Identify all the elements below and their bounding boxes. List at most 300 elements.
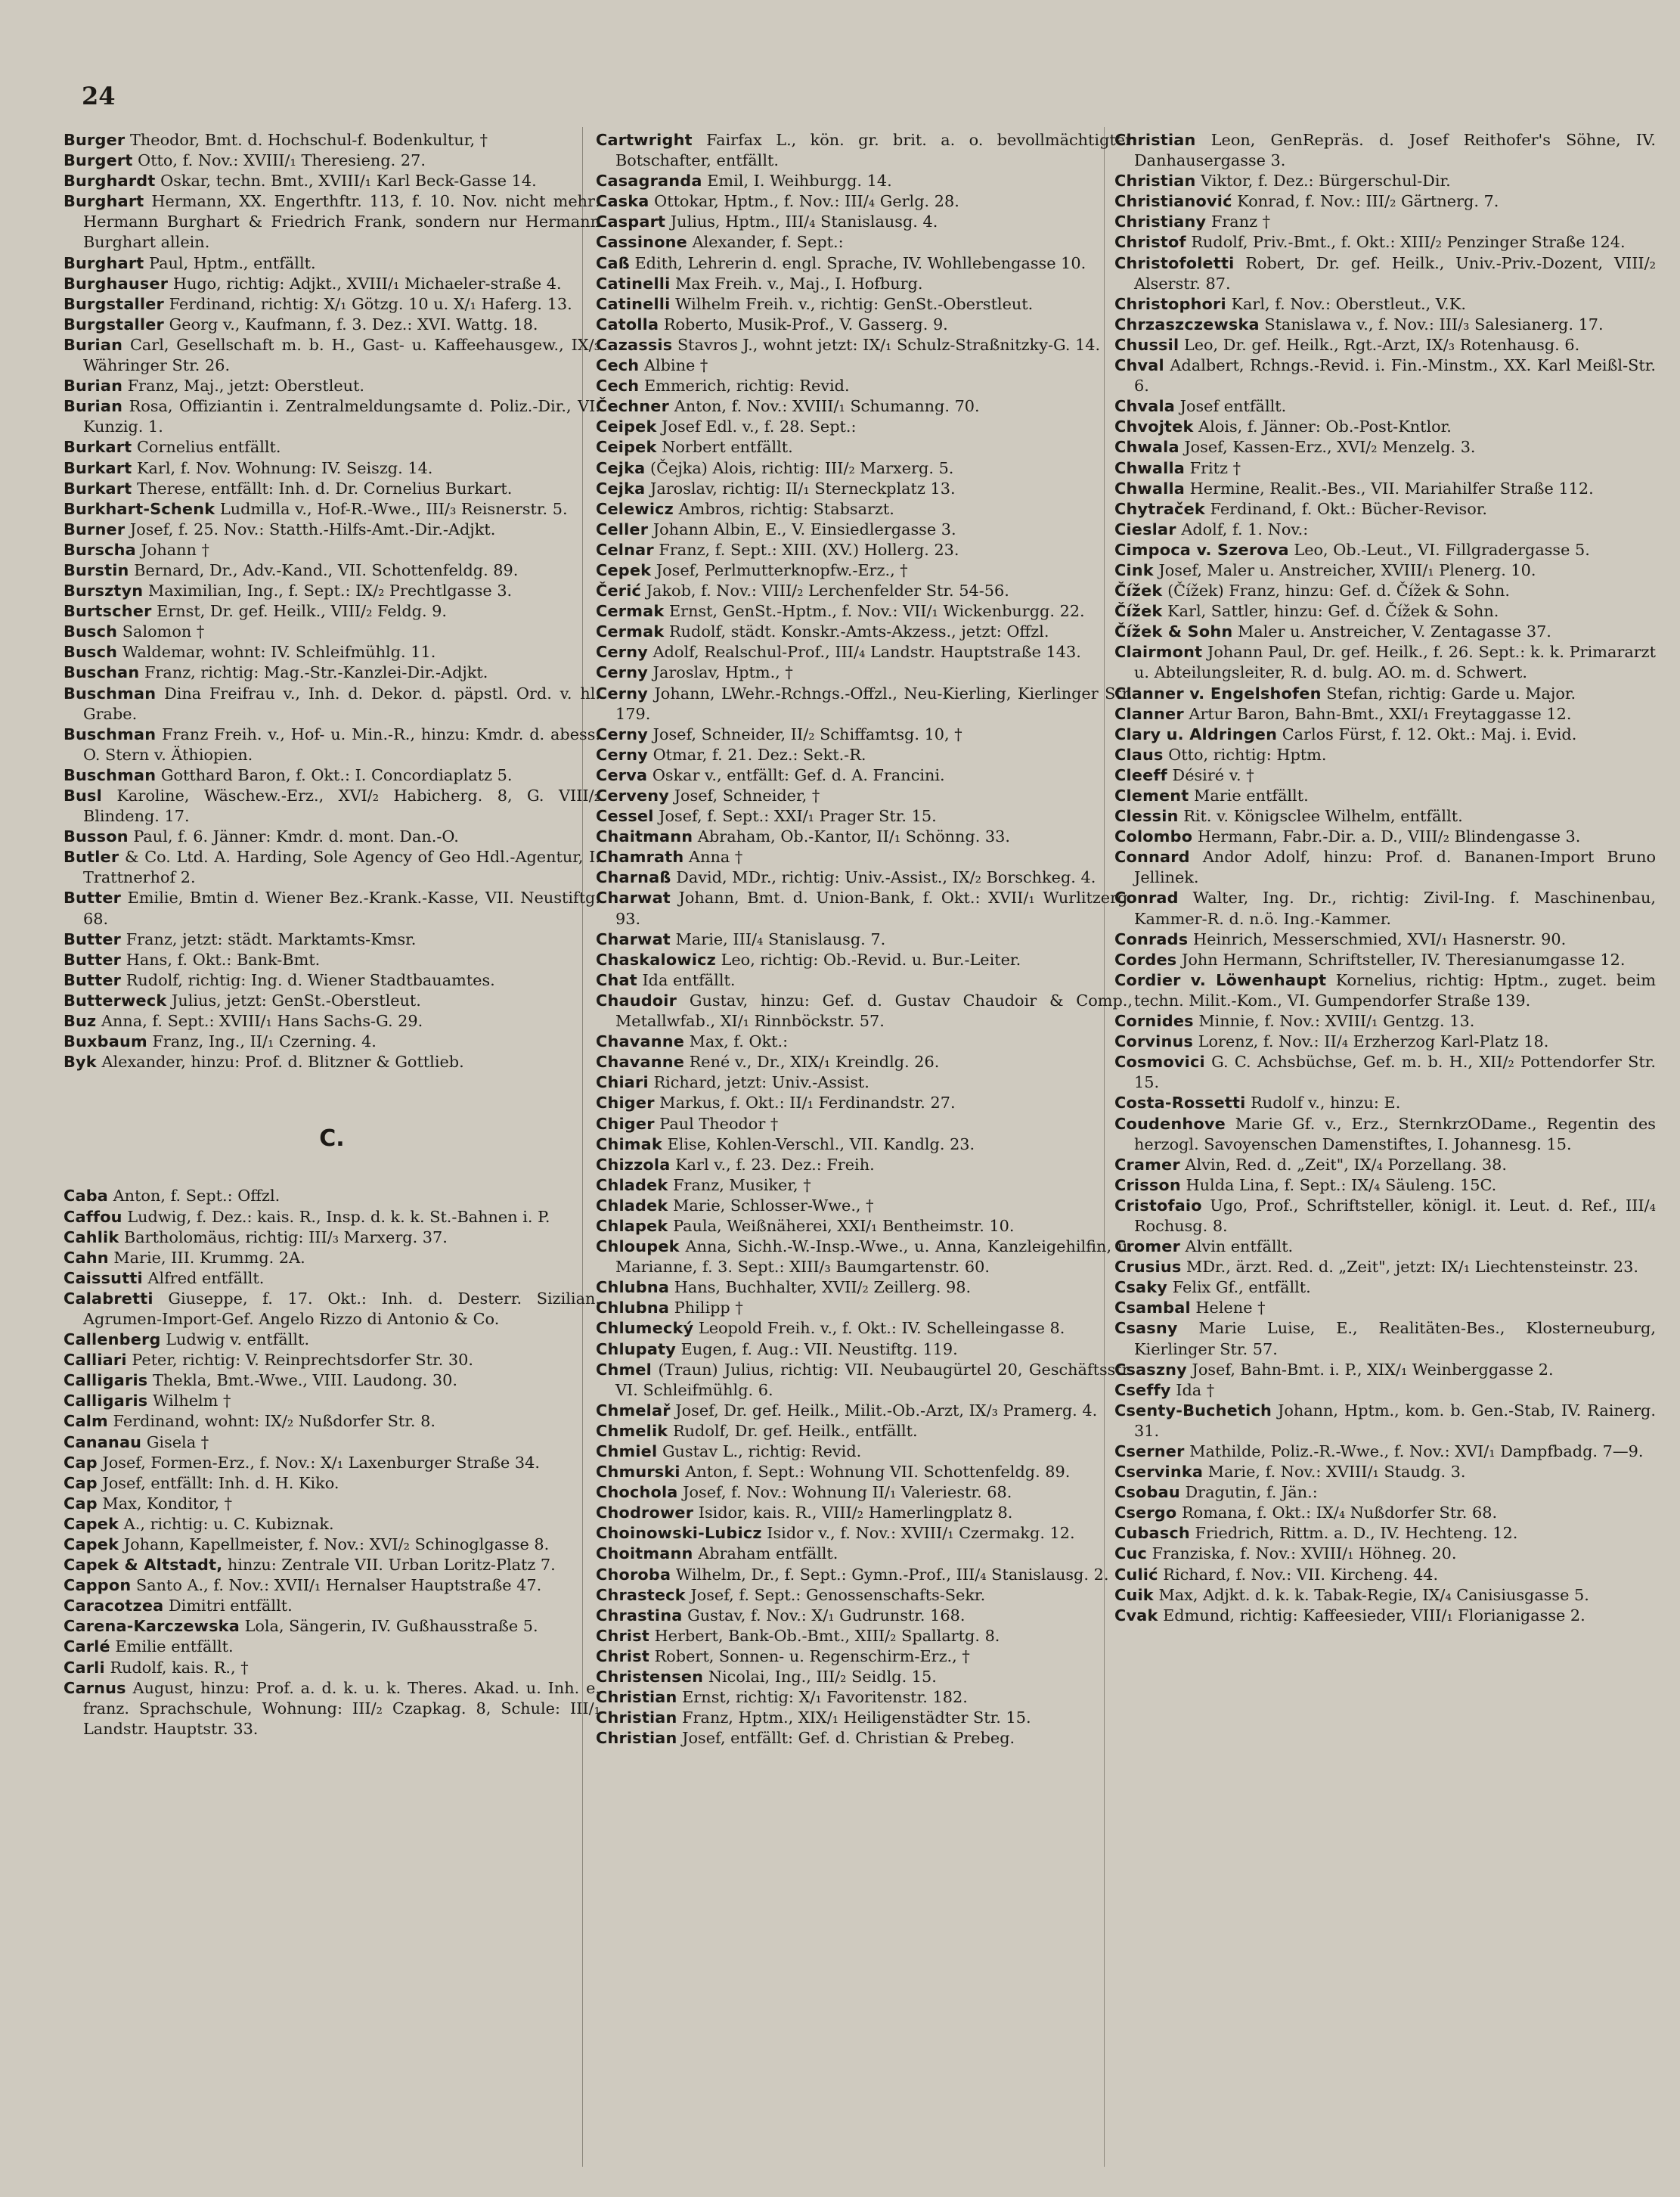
entry-text: Leo, Dr. gef. Heilk., Rgt.-Arzt, IX/₃ Rotenhausg. 6.	[1183, 335, 1580, 354]
directory-entry	[1114, 171, 1656, 191]
entry-text: Nicolai, Ing., III/₂ Seidlg. 15.	[708, 1668, 937, 1687]
entry-name: Caffou	[64, 1207, 122, 1226]
entry-text: Otto, f. Nov.: XVIII/₁ Theresieng. 27.	[138, 151, 426, 170]
entry-text: Leon, GenRepräs. d. Josef Reithofer's Söhne, IV. Danhausergasse 3.	[1134, 131, 1656, 170]
entry-name: Chval	[1114, 356, 1164, 375]
entry-name: Cap	[64, 1453, 98, 1472]
directory-entry	[1114, 1380, 1656, 1401]
entry-text: G. C. Achsbüchse, Gef. m. b. H., XII/₂ Pottendorfer Str. 15.	[1134, 1053, 1656, 1092]
entry-text: Anna, Sichh.-W.-Insp.-Wwe., u. Anna, Kanzleigehilfin, u. Marianne, f. 3. Sept.: XIII/₃ Baumgartenstr. 60.	[615, 1237, 1133, 1277]
entry-name: Cermak	[596, 602, 665, 621]
entry-name: Capek	[64, 1514, 119, 1533]
entry-name: Corvinus	[1114, 1032, 1194, 1051]
directory-entry	[1114, 1093, 1656, 1113]
entry-text: Leopold Freih. v., f. Okt.: IV. Schelleingasse 8.	[698, 1319, 1065, 1338]
entry-name: Cessel	[596, 807, 654, 826]
entry-text: Anton, f. Sept.: Wohnung VII. Schottenfeldg. 89.	[685, 1463, 1071, 1482]
entry-text: Josef, Schneider, II/₂ Schiffamtsg. 10, †	[652, 725, 962, 743]
directory-entry	[596, 315, 1133, 335]
directory-entry	[596, 581, 1133, 601]
directory-entry	[596, 991, 1133, 1032]
entry-name: Cejka	[596, 479, 646, 498]
entry-name: Chvojtek	[1114, 417, 1194, 436]
directory-entry	[1114, 479, 1656, 499]
entry-text: Johann, Bmt. d. Union-Bank, f. Okt.: XVII/₁ Wurlitzerg. 93.	[615, 889, 1133, 928]
entry-name: Chamrath	[596, 848, 684, 867]
entry-text: Johann, Hptm., kom. b. Gen.-Stab, IV. Rainerg. 31.	[1134, 1401, 1656, 1440]
entry-name: Christ	[596, 1626, 649, 1645]
entry-name: Chizzola	[596, 1155, 671, 1174]
entry-name: Cech	[596, 356, 640, 375]
entry-text: Minnie, f. Nov.: XVIII/₁ Gentzg. 13.	[1198, 1012, 1475, 1031]
entry-text: Anna †	[689, 848, 743, 867]
entry-text: Ernst, Dr. gef. Heilk., VIII/₂ Feldg. 9.	[157, 602, 448, 621]
entry-text: Emil, I. Weihburgg. 14.	[707, 172, 892, 191]
entry-name: Catinelli	[596, 294, 671, 313]
entry-text: Josef, f. 25. Nov.: Statth.-Hilfs-Amt.-Dir.-Adjkt.	[129, 520, 496, 538]
entry-name: Christiany	[1114, 213, 1207, 231]
entry-text: Hermann, Fabr.-Dir. a. D., VIII/₂ Blindengasse 3.	[1197, 827, 1581, 846]
entry-text: Dina Freifrau v., Inh. d. Dekor. d. päpstl. Ord. v. hl. Grabe.	[83, 684, 600, 723]
entry-name: Chwalla	[1114, 479, 1186, 498]
directory-entry	[64, 765, 600, 786]
entry-name: Chmelik	[596, 1421, 668, 1440]
entry-name: Christian	[1114, 131, 1196, 149]
directory-entry	[1114, 417, 1656, 437]
entry-name: Chaskalowicz	[596, 950, 716, 969]
directory-entry	[1114, 1155, 1656, 1175]
entry-name: Chladek	[596, 1196, 668, 1215]
entry-text: Gustav, hinzu: Gef. d. Gustav Chaudoir & Comp., Metallwfab., XI/₁ Rinnböckstr. 57.	[615, 991, 1133, 1031]
entry-name: Cassinone	[596, 233, 687, 252]
directory-entry	[64, 991, 600, 1011]
entry-text: Edmund, richtig: Kaffeesieder, VIII/₁ Florianigasse 2.	[1163, 1606, 1585, 1624]
entry-text: Herbert, Bank-Ob.-Bmt., XIII/₂ Spallartg. 8.	[654, 1626, 1000, 1645]
entry-text: Leo, Ob.-Leut., VI. Fillgradergasse 5.	[1294, 540, 1590, 559]
entry-name: Cahn	[64, 1248, 109, 1267]
entry-name: Choinowski-Lubicz	[596, 1524, 762, 1543]
entry-name: Christofoletti	[1114, 253, 1235, 272]
directory-entry	[64, 1453, 600, 1473]
entry-text: Theodor, Bmt. d. Hochschul-f. Bodenkultur, †	[130, 131, 488, 149]
entry-name: Busch	[64, 643, 118, 662]
entry-text: Ludwig v. entfällt.	[166, 1330, 310, 1349]
entry-text: David, MDr., richtig: Univ.-Assist., IX/₂ Borschkeg. 4.	[676, 868, 1096, 887]
directory-entry	[1114, 725, 1656, 745]
entry-text: Josef, f. Sept.: XXI/₁ Prager Str. 15.	[659, 807, 937, 826]
entry-text: Walter, Ing. Dr., richtig: Zivil-Ing. f. Maschinenbau, Kammer-R. d. n.ö. Ing.-Kammer.	[1134, 889, 1656, 928]
entry-text: Adolf, Realschul-Prof., III/₄ Landstr. Hauptstraße 143.	[652, 643, 1081, 662]
entry-name: Cerny	[596, 663, 648, 682]
entry-text: (Čejka) Alois, richtig: III/₂ Marxerg. 5.	[650, 458, 954, 477]
entry-name: Cosmovici	[1114, 1053, 1205, 1072]
entry-name: Christian	[596, 1708, 677, 1727]
directory-entry	[1114, 1565, 1656, 1585]
entry-name: Chmiel	[596, 1442, 658, 1460]
entry-name: Cepek	[596, 560, 652, 579]
directory-entry	[64, 888, 600, 929]
entry-name: Burkart	[64, 438, 132, 457]
directory-entry	[1114, 540, 1656, 560]
entry-text: Alexander, f. Sept.:	[692, 233, 844, 252]
entry-text: Josef, entfällt: Inh. d. H. Kiko.	[102, 1473, 339, 1492]
entry-name: Chrastina	[596, 1606, 683, 1624]
entry-name: Burghart	[64, 192, 144, 211]
entry-text: Friedrich, Rittm. a. D., IV. Hechteng. 12.	[1195, 1524, 1518, 1543]
entry-name: Chavanne	[596, 1032, 685, 1051]
directory-entry	[596, 725, 1133, 745]
entry-text: Josef Edl. v., f. 28. Sept.:	[662, 417, 857, 436]
directory-entry	[64, 786, 600, 827]
entry-text: Marie Gf. v., Erz., SternkrzODame., Regentin des herzogl. Savoyenschen Damenstiftes, I. Johannesg. 15.	[1134, 1114, 1656, 1153]
directory-entry	[596, 1237, 1133, 1277]
entry-name: Carli	[64, 1658, 105, 1677]
entry-text: Ernst, richtig: X/₁ Favoritenstr. 182.	[682, 1688, 968, 1707]
directory-entry	[596, 1175, 1133, 1196]
entry-name: Burkhart-Schenk	[64, 499, 215, 518]
entry-text: Markus, f. Okt.: II/₁ Ferdinandstr. 27.	[659, 1094, 956, 1112]
directory-entry	[64, 1534, 600, 1555]
directory-entry	[1114, 1462, 1656, 1482]
entry-name: Burkart	[64, 479, 132, 498]
entry-text: Salomon †	[122, 622, 205, 641]
directory-entry	[1114, 806, 1656, 827]
entry-text: Marie, III. Krummg. 2A.	[113, 1248, 305, 1267]
directory-entry	[64, 827, 600, 847]
entry-name: Catolla	[596, 315, 659, 334]
entry-text: Marie, III/₄ Stanislausg. 7.	[675, 929, 886, 948]
entry-name: Casagranda	[596, 172, 702, 191]
directory-entry	[64, 847, 600, 888]
entry-name: Burger	[64, 131, 126, 149]
directory-entry	[64, 1637, 600, 1657]
entry-text: Lorenz, f. Nov.: II/₄ Erzherzog Karl-Platz 18.	[1198, 1032, 1549, 1051]
entry-text: Giuseppe, f. 17. Okt.: Inh. d. Desterr. Sizilian. Agrumen-Import-Gef. Angelo Rizzo di Antonio & Co.	[83, 1289, 600, 1328]
entry-name: Calligaris	[64, 1392, 148, 1410]
entries	[64, 130, 600, 1072]
entry-name: Carena-Karczewska	[64, 1617, 240, 1636]
entries	[596, 130, 1133, 1749]
directory-entry	[596, 684, 1133, 725]
directory-entry	[64, 725, 600, 765]
entry-text: Eugen, f. Aug.: VII. Neustiftg. 119.	[680, 1339, 958, 1358]
directory-entry	[64, 1596, 600, 1616]
entry-text: Philipp †	[674, 1299, 743, 1317]
entry-text: Rudolf, städt. Konskr.-Amts-Akzess., jetzt: Offzl.	[668, 622, 1049, 641]
entry-text: Wilhelm Freih. v., richtig: GenSt.-Oberstleut.	[675, 294, 1034, 313]
directory-entry	[596, 1298, 1133, 1318]
directory-entry	[64, 1370, 600, 1391]
entry-name: Calabretti	[64, 1289, 153, 1308]
directory-entry	[596, 396, 1133, 417]
directory-entry	[1114, 1298, 1656, 1318]
directory-entry	[1114, 765, 1656, 786]
entry-text: Emilie entfällt.	[115, 1637, 234, 1656]
entry-text: Richard, f. Nov.: VII. Kircheng. 44.	[1163, 1565, 1439, 1584]
entry-text: Josef, Formen-Erz., f. Nov.: X/₁ Laxenburger Straße 34.	[102, 1453, 541, 1472]
entry-name: Chrzaszczewska	[1114, 315, 1260, 334]
directory-entry	[596, 1339, 1133, 1360]
entry-name: Cahlik	[64, 1227, 119, 1246]
entry-name: Burner	[64, 520, 126, 538]
entry-name: Celewicz	[596, 499, 674, 518]
entry-name: Cink	[1114, 560, 1154, 579]
entry-name: Calliari	[64, 1351, 127, 1370]
directory-entry	[64, 1391, 600, 1411]
entry-name: Busson	[64, 827, 129, 846]
entry-name: Burghart	[64, 253, 144, 272]
entry-text: Rudolf v., hinzu: E.	[1251, 1094, 1401, 1112]
entry-name: Cerveny	[596, 787, 670, 805]
entry-name: Cap	[64, 1473, 98, 1492]
directory-entry	[596, 827, 1133, 847]
entry-name: Burgert	[64, 151, 133, 170]
entry-name: Busl	[64, 787, 102, 805]
directory-entry	[596, 191, 1133, 212]
entry-name: Buz	[64, 1012, 97, 1031]
entry-text: Maler u. Anstreicher, V. Zentagasse 37.	[1237, 622, 1551, 641]
directory-entry	[1114, 232, 1656, 253]
entry-name: Butter	[64, 889, 122, 908]
entry-name: Chavanne	[596, 1053, 685, 1072]
directory-entry	[596, 888, 1133, 929]
entry-text: Anton, f. Nov.: XVIII/₁ Schumanng. 70.	[674, 397, 980, 416]
directory-entry	[596, 786, 1133, 806]
directory-entry	[596, 663, 1133, 683]
entry-text: Marie entfällt.	[1194, 787, 1309, 805]
entry-name: Buschan	[64, 663, 140, 682]
entry-text: Ferdinand, f. Okt.: Bücher-Revisor.	[1210, 499, 1488, 518]
directory-entry	[1114, 1052, 1656, 1093]
entry-name: Burkart	[64, 458, 132, 477]
directory-entry	[1114, 1544, 1656, 1564]
directory-entry	[64, 970, 600, 991]
entry-text: Otto, richtig: Hptm.	[1168, 745, 1327, 764]
entry-name: Burian	[64, 377, 123, 396]
entry-name: Cappon	[64, 1576, 132, 1595]
directory-entry	[596, 1401, 1133, 1421]
directory-entry	[596, 745, 1133, 765]
entry-text: Ottokar, Hptm., f. Nov.: III/₄ Gerlg. 28.	[654, 192, 959, 211]
entry-name: Cvak	[1114, 1606, 1158, 1624]
directory-entry	[1114, 1318, 1656, 1359]
entry-text: Karoline, Wäschew.-Erz., XVI/₂ Habicherg. 8, G. VIII/₂ Blindeng. 17.	[83, 787, 600, 826]
directory-entry	[596, 1565, 1133, 1585]
directory-entry	[64, 294, 600, 315]
directory-entry	[64, 1248, 600, 1268]
directory-entry	[596, 355, 1133, 376]
entry-text: Dragutin, f. Jän.:	[1185, 1483, 1318, 1502]
entry-name: Csaky	[1114, 1278, 1168, 1297]
directory-entry	[596, 253, 1133, 274]
directory-entry	[596, 294, 1133, 315]
directory-entry	[596, 1216, 1133, 1237]
entry-text: Leo, richtig: Ob.-Revid. u. Bur.-Leiter.	[721, 950, 1021, 969]
entry-name: Burtscher	[64, 602, 152, 621]
entry-name: Culić	[1114, 1565, 1158, 1584]
entry-name: Ceipek	[596, 417, 657, 436]
entry-name: Chlapek	[596, 1216, 668, 1235]
directory-entry	[1114, 929, 1656, 950]
directory-entry	[64, 1207, 600, 1227]
entry-text: Mathilde, Poliz.-R.-Wwe., f. Nov.: XVI/₁ Dampfbadg. 7—9.	[1189, 1442, 1644, 1460]
entry-name: Calm	[64, 1412, 108, 1431]
entry-name: Clement	[1114, 787, 1189, 805]
entry-text: Georg v., Kaufmann, f. 3. Dez.: XVI. Wattg. 18.	[169, 315, 538, 334]
entry-name: Cromer	[1114, 1237, 1181, 1256]
entry-text: Josef entfällt.	[1179, 397, 1287, 416]
directory-entry	[1114, 294, 1656, 315]
entry-name: Chwalla	[1114, 458, 1186, 477]
directory-entry	[596, 560, 1133, 581]
entry-name: Charwat	[596, 889, 671, 908]
directory-entry	[596, 1523, 1133, 1544]
entry-name: Cubasch	[1114, 1524, 1190, 1543]
entry-text: Isidor v., f. Nov.: XVIII/₁ Czermakg. 12.	[767, 1524, 1075, 1543]
directory-entry	[64, 479, 600, 499]
entry-name: Cazassis	[596, 335, 673, 354]
directory-entry	[1114, 437, 1656, 458]
entry-text: Karl v., f. 23. Dez.: Freih.	[675, 1155, 875, 1174]
entry-text: Ferdinand, wohnt: IX/₂ Nußdorfer Str. 8.	[113, 1412, 435, 1431]
directory-entry	[596, 867, 1133, 888]
entry-name: Caska	[596, 192, 649, 211]
entry-text: Ambros, richtig: Stabsarzt.	[678, 499, 894, 518]
entry-text: Abraham entfällt.	[698, 1544, 838, 1563]
entry-name: Chlupaty	[596, 1339, 677, 1358]
entry-name: Chussil	[1114, 335, 1179, 354]
entry-name: Charwat	[596, 929, 671, 948]
entry-text: Isidor, kais. R., VIII/₂ Hamerlingplatz 8.	[698, 1503, 1013, 1522]
entry-name: Costa-Rossetti	[1114, 1094, 1246, 1112]
entry-text: Fairfax L., kön. gr. brit. a. o. bevollmächtigter Botschafter, entfällt.	[615, 131, 1133, 170]
entry-name: Conrad	[1114, 889, 1179, 908]
entry-name: Chaudoir	[596, 991, 677, 1010]
directory-entry	[1114, 560, 1656, 581]
entry-text: Max, Konditor, †	[102, 1494, 233, 1513]
entry-name: Clessin	[1114, 807, 1179, 826]
directory-entry	[596, 847, 1133, 867]
entry-text: Franz, Ing., II/₁ Czerning. 4.	[152, 1032, 377, 1051]
entry-text: Ludwig, f. Dez.: kais. R., Insp. d. k. k. St.-Bahnen i. P.	[127, 1207, 550, 1226]
entry-name: Coudenhove	[1114, 1114, 1226, 1133]
entry-name: Csergo	[1114, 1503, 1177, 1522]
entry-name: Christof	[1114, 233, 1186, 252]
entry-text: Jaroslav, richtig: II/₁ Sterneckplatz 13.	[650, 479, 956, 498]
entry-text: Emmerich, richtig: Revid.	[643, 377, 850, 396]
entry-text: Norbert entfällt.	[662, 438, 793, 457]
entry-text: Cornelius entfällt.	[137, 438, 281, 457]
directory-entry	[1114, 1482, 1656, 1503]
entry-name: Chvala	[1114, 397, 1176, 416]
entry-text: Hermann, XX. Engerthftr. 113, f. 10. Nov. nicht mehr: Hermann Burghart & Friedrich Frank, sondern nur Hermann Burghart allein.	[83, 192, 600, 252]
directory-entry	[1114, 642, 1656, 683]
directory-entry	[1114, 355, 1656, 396]
directory-entry	[64, 520, 600, 540]
directory-entry	[596, 1155, 1133, 1175]
directory-entry	[1114, 684, 1656, 704]
directory-entry	[596, 642, 1133, 663]
entry-name: Ceipek	[596, 438, 657, 457]
entry-name: Conrads	[1114, 929, 1189, 948]
entry-name: Buschman	[64, 765, 157, 784]
entry-text: Albine †	[643, 356, 708, 375]
directory-entry	[1114, 1032, 1656, 1052]
directory-entry	[596, 1585, 1133, 1606]
entry-text: Paul, Hptm., entfällt.	[149, 253, 316, 272]
entry-text: Felix Gf., entfällt.	[1172, 1278, 1311, 1297]
entry-text: Wilhelm, Dr., f. Sept.: Gymn.-Prof., III/₄ Stanislausg. 2.	[675, 1565, 1109, 1584]
entry-text: Kornelius, richtig: Hptm., zuget. beim techn. Milit.-Kom., VI. Gumpendorfer Straße 139.	[1134, 970, 1656, 1010]
entry-text: Josef, Dr. gef. Heilk., Milit.-Ob.-Arzt, IX/₃ Pramerg. 4.	[675, 1401, 1098, 1420]
entry-name: Chochola	[596, 1483, 678, 1502]
entry-text: A., richtig: u. C. Kubiznak.	[123, 1514, 334, 1533]
entry-text: Johann Paul, Dr. gef. Heilk., f. 26. Sept.: k. k. Primararzt u. Abteilungsleiter, R. d. bulg. AO. m. d. Schwert.	[1134, 643, 1656, 682]
entry-name: Cserner	[1114, 1442, 1185, 1460]
directory-entry	[596, 1114, 1133, 1134]
directory-entry	[596, 1626, 1133, 1646]
directory-entry	[596, 417, 1133, 437]
entry-name: Caspart	[596, 213, 666, 231]
entry-text: Gustav L., richtig: Revid.	[662, 1442, 862, 1460]
entry-text: Franz, Hptm., XIX/₁ Heiligenstädter Str. 15.	[682, 1708, 1031, 1727]
entry-name: Celnar	[596, 540, 654, 559]
entry-text: Fritz †	[1189, 458, 1241, 477]
directory-entry	[596, 1708, 1133, 1728]
entry-text: Hugo, richtig: Adjkt., XVIII/₁ Michaeler-straße 4.	[172, 274, 562, 293]
entry-name: Chlumecký	[596, 1319, 694, 1338]
entry-name: Caissutti	[64, 1268, 143, 1287]
entry-name: Christophori	[1114, 294, 1226, 313]
entry-text: Peter, richtig: V. Reinprechtsdorfer Str. 30.	[132, 1351, 473, 1370]
directory-entry	[1114, 520, 1656, 540]
entry-text: Marie Luise, E., Realitäten-Bes., Klosterneuburg, Kierlinger Str. 57.	[1134, 1319, 1656, 1358]
directory-entry	[596, 1667, 1133, 1687]
entry-text: Max, f. Okt.:	[689, 1032, 789, 1051]
entry-text: Robert, Dr. gef. Heilk., Univ.-Priv.-Dozent, VIII/₂ Alserstr. 87.	[1134, 253, 1656, 293]
entry-name: Crisson	[1114, 1175, 1181, 1194]
entry-name: Buxbaum	[64, 1032, 147, 1051]
entry-text: Gustav, f. Nov.: X/₁ Gudrunstr. 168.	[687, 1606, 966, 1624]
directory-entry	[596, 806, 1133, 827]
entry-text: Helene †	[1195, 1299, 1266, 1317]
directory-entry	[64, 151, 600, 171]
directory-entry	[64, 171, 600, 191]
entry-text: Rudolf, Dr. gef. Heilk., entfällt.	[672, 1421, 918, 1440]
column-3	[1114, 130, 1656, 1626]
directory-entry	[64, 929, 600, 950]
entry-name: Burstin	[64, 560, 129, 579]
directory-entry	[1114, 1360, 1656, 1380]
column-2	[596, 130, 1133, 1749]
directory-entry	[64, 642, 600, 663]
entry-text: Edith, Lehrerin d. engl. Sprache, IV. Wohllebengasse 10.	[634, 253, 1086, 272]
directory-entry	[596, 130, 1133, 171]
entry-name: Crusius	[1114, 1258, 1182, 1277]
entry-name: Chmurski	[596, 1463, 680, 1482]
directory-entry	[596, 970, 1133, 991]
directory-entry	[1114, 970, 1656, 1011]
directory-entry	[596, 1646, 1133, 1667]
directory-entry	[596, 1421, 1133, 1441]
entry-name: Burian	[64, 335, 123, 354]
entry-text: Julius, Hptm., III/₄ Stanislausg. 4.	[670, 213, 938, 231]
entry-name: Chloupek	[596, 1237, 680, 1256]
entry-name: Caba	[64, 1187, 109, 1206]
entry-name: Butter	[64, 970, 122, 989]
entry-text: Alfred entfällt.	[147, 1268, 265, 1287]
directory-entry	[1114, 315, 1656, 335]
